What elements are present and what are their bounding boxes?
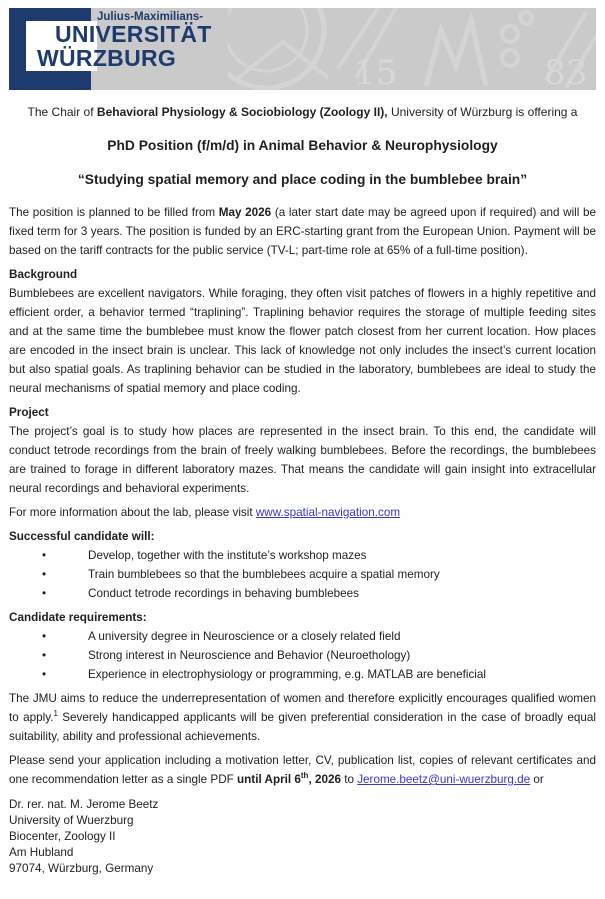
application-email-link[interactable]: Jerome.beetz@uni-wuerzburg.de bbox=[357, 773, 531, 786]
contact-street: Am Hubland bbox=[9, 846, 74, 859]
application-pre: Please send your application including a motivation letter, CV, publication list, copies of relevant certificates and one recommendation letter as a single PDF bbox=[9, 754, 596, 786]
deadline-year: , 2026 bbox=[308, 773, 341, 786]
position-subtitle: “Studying spatial memory and place coding in the bumblebee brain” bbox=[77, 172, 528, 187]
footnote-marker: 1 bbox=[53, 709, 58, 719]
position-details-paragraph bbox=[9, 203, 596, 260]
application-paragraph bbox=[9, 751, 596, 789]
offer-line bbox=[9, 103, 596, 122]
watermark-year-83: 83 bbox=[544, 53, 588, 90]
task-item: • Conduct tetrode recordings in behaving bumblebees bbox=[9, 584, 596, 603]
background-heading: Background bbox=[9, 268, 78, 281]
deadline-emphasis bbox=[237, 773, 341, 786]
university-seal-watermark-icon bbox=[228, 8, 596, 90]
position-details-post: (a later start date may be agreed upon if required) and will be fixed term for 3 years. The position is funded by an ERC-starting grant from the European Union. Payment will be based on the tariff contracts for the public service (TV-L; part-time role at 65% of a full-time position). bbox=[9, 206, 597, 257]
task-item: • Train bumblebees so that the bumblebees acquire a spatial memory bbox=[9, 565, 596, 584]
logo-pretitle: Julius-Maximilians- bbox=[97, 11, 204, 23]
lab-info-pre: For more information about the lab, please visit bbox=[9, 506, 256, 519]
requirement-item: • A university degree in Neuroscience or a closely related field bbox=[9, 627, 596, 646]
contact-name: Dr. rer. nat. M. Jerome Beetz bbox=[9, 798, 159, 811]
position-details-pre: The position is planned to be filled from bbox=[9, 206, 219, 219]
equality-paragraph bbox=[9, 689, 596, 746]
equality-pre: The JMU aims to reduce the underrepresentation of women and therefore explicitly encourages qualified women to apply. bbox=[9, 692, 596, 724]
chair-name-emphasis: Behavioral Physiology & Sociobiology (Zoology II), bbox=[96, 105, 388, 119]
offer-line-pre: The Chair of bbox=[27, 105, 97, 119]
university-logo-banner bbox=[9, 8, 596, 90]
watermark-year-15: 15 bbox=[354, 53, 398, 90]
contact-department: Biocenter, Zoology II bbox=[9, 830, 116, 843]
lab-info-line bbox=[9, 503, 596, 522]
requirements-heading: Candidate requirements: bbox=[9, 611, 147, 624]
application-post: or bbox=[530, 773, 544, 786]
tasks-heading: Successful candidate will: bbox=[9, 530, 155, 543]
task-list bbox=[9, 546, 596, 603]
equality-post: Severely handicapped applicants will be given preferential consideration in the case of broadly equal suitability, ability and professional achievements. bbox=[9, 711, 596, 743]
lab-website-link[interactable]: www.spatial-navigation.com bbox=[255, 506, 401, 519]
contact-institution: University of Wuerzburg bbox=[9, 814, 134, 827]
logo-city-wordmark: WÜRZBURG bbox=[37, 45, 177, 71]
deadline-date: until April 6 bbox=[237, 773, 301, 786]
requirement-list bbox=[9, 627, 596, 684]
deadline-ordinal: th bbox=[300, 771, 309, 781]
offer-line-post: University of Würzburg is offering a bbox=[387, 105, 578, 119]
task-item: • Develop, together with the institute’s workshop mazes bbox=[9, 546, 596, 565]
application-mid: to bbox=[340, 773, 358, 786]
background-paragraph: Bumblebees are excellent navigators. While foraging, they often visit patches of flowers in a highly repetitive and efficient order, a behavior termed “traplining”. Traplining behavior requires the storage of multiple feeding sites and at the same time the bumblebee must know the flower patch closest from her current location. How places are encoded in the insect brain is unclear. This lack of knowledge not only includes the insect’s current location but also spatial goals. As traplining behavior can be studied in the laboratory, bumblebees are ideal to study the neural mechanisms of spatial memory and place coding. bbox=[9, 287, 596, 395]
contact-city: 97074, Würzburg, Germany bbox=[9, 862, 154, 875]
requirement-item: • Experience in electrophysiology or programming, e.g. MATLAB are beneficial bbox=[9, 665, 596, 684]
project-paragraph: The project’s goal is to study how places are represented in the insect brain. To this end, the candidate will conduct tetrode recordings from the brain of freely walking bumblebees. Before the recordings, the bumblebees are trained to forage in different laboratory mazes. That means the candidate will gain insight into extracellular neural recordings and behavioral experiments. bbox=[9, 425, 596, 495]
project-heading: Project bbox=[9, 406, 49, 419]
contact-block bbox=[9, 797, 596, 877]
position-title: PhD Position (f/m/d) in Animal Behavior & Neurophysiology bbox=[107, 138, 498, 153]
start-date-emphasis: May 2026 bbox=[218, 206, 272, 219]
requirement-item: • Strong interest in Neuroscience and Behavior (Neuroethology) bbox=[9, 646, 596, 665]
logo-university-wordmark: UNIVERSITÄT bbox=[55, 21, 212, 47]
